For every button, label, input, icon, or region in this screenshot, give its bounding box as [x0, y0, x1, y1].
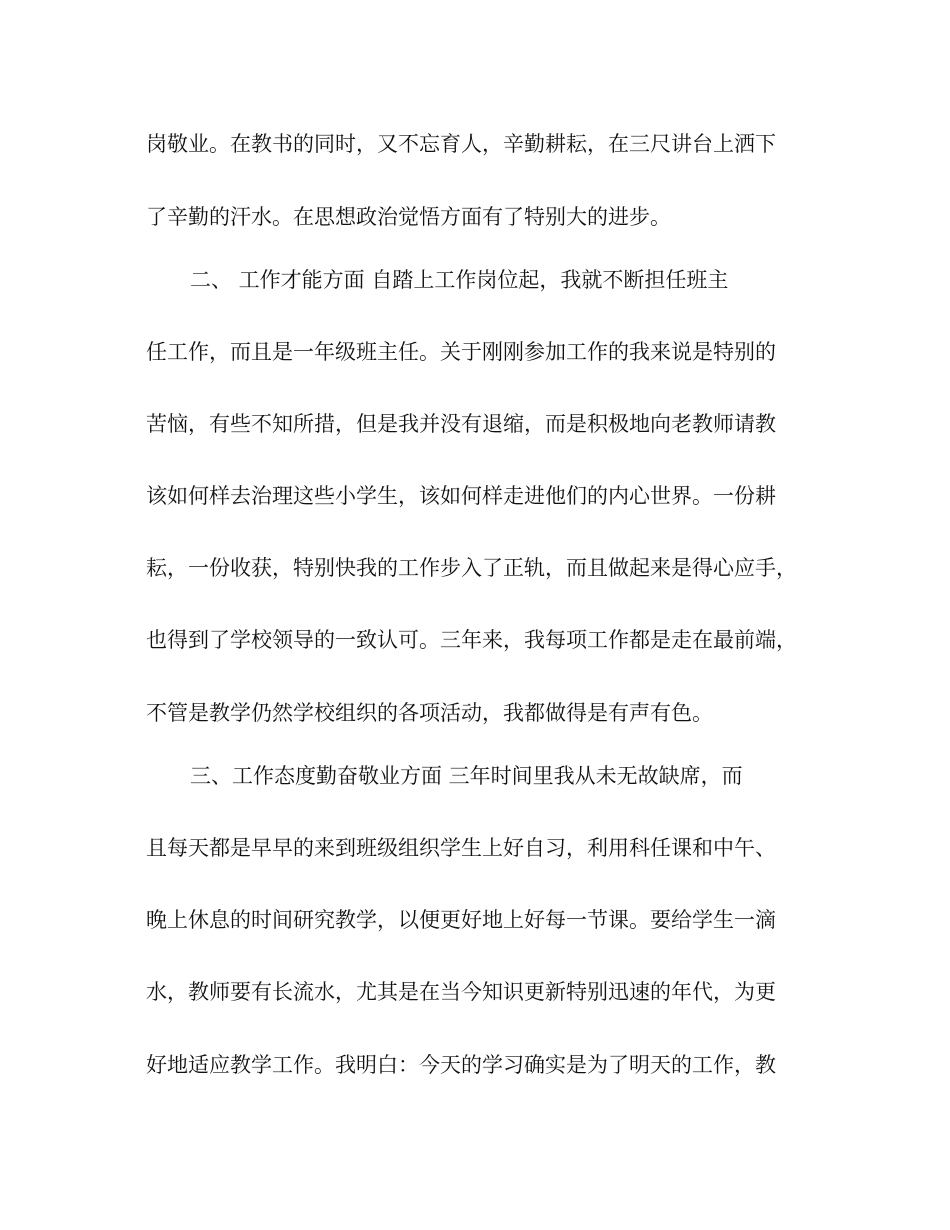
text-line: 晚上休息的时间研究教学，以便更好地上好每一节课。要给学生一滴 [146, 908, 776, 932]
text-line: 也得到了学校领导的一致认可。三年来，我每项工作都是走在最前端， [146, 628, 797, 652]
text-line: 了辛勤的汗水。在思想政治觉悟方面有了特别大的进步。 [146, 205, 671, 229]
section-heading-line: 三、工作态度勤奋敬业方面 三年时间里我从未无故缺席，而 [190, 764, 743, 788]
text-line: 苦恼，有些不知所措，但是我并没有退缩，而是积极地向老教师请教 [146, 412, 776, 436]
text-line: 岗敬业。在教书的同时，又不忘育人，辛勤耕耘，在三尺讲台上洒下 [146, 132, 776, 156]
section-heading-line: 二、 工作才能方面 自踏上工作岗位起，我就不断担任班主 [190, 268, 729, 292]
text-line: 任工作，而且是一年级班主任。关于刚刚参加工作的我来说是特别的 [146, 340, 776, 364]
text-line: 且每天都是早早的来到班级组织学生上好自习，利用科任课和中午、 [146, 836, 776, 860]
text-line: 水，教师要有长流水，尤其是在当今知识更新特别迅速的年代，为更 [146, 980, 776, 1004]
text-line: 耘，一份收获，特别快我的工作步入了正轨，而且做起来是得心应手， [146, 556, 797, 580]
text-line: 好地适应教学工作。我明白：今天的学习确实是为了明天的工作，教 [146, 1053, 776, 1077]
text-line: 不管是教学仍然学校组织的各项活动，我都做得是有声有色。 [146, 701, 713, 725]
text-line: 该如何样去治理这些小学生，该如何样走进他们的内心世界。一份耕 [146, 484, 776, 508]
